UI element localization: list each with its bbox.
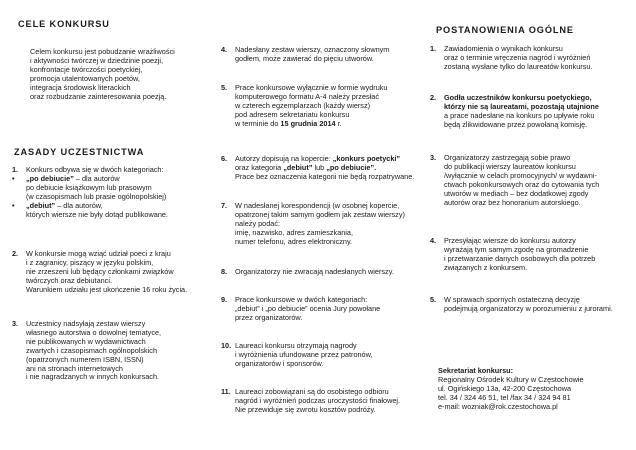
rule-number: 5. (221, 83, 228, 92)
rule-line: w czterech egzemplarzach (każdy wiersz) (235, 100, 371, 110)
rule-number: 3. (430, 153, 437, 162)
rule-text (444, 237, 630, 273)
deadline-date: 15 grudnia 2014 (280, 118, 336, 128)
intro-line: i aktywności twórczej w dziedzinie poezji, (30, 55, 164, 65)
rule-5 (221, 84, 421, 129)
rule-number: 5. (430, 295, 437, 304)
rule-text (235, 202, 421, 247)
rule-line: komputerowego formatu A-4 należy przesłać (235, 91, 379, 101)
secretariat-contact (438, 367, 628, 412)
rule-line: których wiersze nie były dotąd publikowane. (26, 209, 168, 219)
category-label: „po debiucie” (26, 173, 74, 183)
rule-8 (221, 268, 421, 277)
rule-text (235, 84, 421, 129)
rule-text (26, 250, 208, 295)
rule-line: będą zlikwidowane przez powołaną komisję. (444, 119, 588, 129)
rule-line: „debiut” i „po debiucie” ocenia Jury powołane (235, 303, 381, 313)
intro-line: integracja środowisk literackich (30, 82, 131, 92)
rule-4 (221, 46, 421, 64)
deadline-post: r. (335, 118, 342, 128)
rule-number: 1. (12, 165, 19, 174)
rule-number: 3. (12, 319, 19, 328)
rule-9 (221, 296, 421, 323)
rule-text (235, 155, 421, 182)
envelope-label: „konkurs poetycki” (332, 154, 401, 163)
rule-line-bold: Godła uczestników konkursu poetyckiego, (444, 93, 592, 102)
rule-line: W sprawach spornych ostateczną decyzję (444, 295, 580, 304)
rule-line: należy podać: (235, 218, 281, 228)
rule-text (444, 154, 630, 207)
bullet-icon: • (12, 200, 15, 210)
rule-line: W nadesłanej korespondencji (w osobnej kopercie, (235, 201, 400, 210)
heading-cele-konkursu: CELE KONKURSU (18, 19, 110, 29)
intro-paragraph (30, 48, 208, 101)
rule-line: numer telefonu, adres elektroniczny. (235, 236, 353, 246)
category-po-debiucie (12, 173, 208, 184)
text-span: oraz kategoria (235, 162, 284, 172)
general-rule-5 (430, 296, 630, 314)
rule-line: Zawiadomienia o wynikach konkursu (444, 44, 563, 53)
rule-text (235, 268, 421, 277)
deadline-pre: w terminie do (235, 118, 281, 128)
rule-line: Nadesłany zestaw wierszy, oznaczony słownym (235, 45, 390, 54)
rule-number: 9. (221, 295, 228, 304)
text-span: Autorzy dopisują na kopercie: (235, 154, 333, 163)
category-desc: – dla autorów (73, 173, 120, 183)
rule-line: zwartych i czasopismach ogólnopolskich (26, 345, 157, 355)
category-po-debiucie-label: „po debiucie”. (326, 162, 377, 172)
rule-line: Nie przewiduje się zwrotu kosztów podróży. (235, 404, 376, 414)
rule-11 (221, 388, 421, 415)
rule-line: po debiucie książkowym lub prasowym (26, 182, 152, 192)
general-rule-4 (430, 237, 630, 273)
rule-number: 10. (221, 341, 232, 350)
rule-2 (12, 250, 208, 295)
rule-number: 2. (430, 93, 437, 102)
heading-zasady-uczestnictwa: ZASADY UCZESTNICTWA (14, 147, 145, 157)
rule-line: Prace bez oznaczenia kategorii nie będą rozpatrywane. (235, 171, 415, 181)
rule-line: do publikacji wierszy laureatów konkursu (444, 161, 576, 171)
category-debiut-label: „debiut” (283, 162, 313, 172)
rule-line: imię, nazwisko, adres zamieszkania, (235, 227, 354, 237)
rule-line: i nie nagradzanych w innych konkursach. (26, 372, 160, 382)
rule-7 (221, 202, 421, 247)
rule-text (235, 342, 421, 369)
rule-line: nie publikowanych w wydawnictwach (26, 336, 146, 346)
category-desc: – dla autorów, (55, 200, 103, 210)
rule-number: 4. (221, 45, 228, 54)
rule-line: /wyłącznie w celach promocyjnych/ w wydawni- (444, 170, 597, 180)
general-rule-1 (430, 45, 630, 72)
text-span: lub (312, 162, 327, 172)
rule-number: 7. (221, 201, 228, 210)
secretariat-phone: tel. 34 / 324 46 51, tel /fax 34 / 324 94 81 (438, 392, 571, 402)
rule-line: Laureaci konkursu otrzymają nagrody (235, 341, 357, 350)
intro-line: Celem konkursu jest pobudzanie wrażliwości (30, 47, 175, 56)
rule-line: zostaną wysłane tylko do laureatów konkursu. (444, 61, 593, 71)
rule-line: (w czasopismach lub prasie ogólnopolskiej) (26, 191, 167, 201)
rule-1 (12, 166, 208, 219)
rule-line: a prace nadesłane na konkurs po upływie roku (444, 110, 595, 120)
rule-line: opatrzonej takim samym godłem jak zestaw wierszy) (235, 209, 405, 219)
rule-number: 8. (221, 267, 228, 276)
intro-line: oraz rozbudzanie zainteresowania poezją. (30, 91, 167, 101)
secretariat-title: Sekretariat konkursu: (438, 366, 514, 375)
rule-line: twórczych oraz debiutanci. (26, 275, 112, 285)
category-label: „debiut” (26, 200, 56, 210)
rule-line: nagród i wyróżnień podczas uroczystości finałowej. (235, 395, 401, 405)
rule-line: godłem, może zawierać do pięciu utworów. (235, 53, 374, 63)
rule-3 (12, 320, 208, 382)
general-rule-3 (430, 154, 630, 207)
rule-line: własnego autorstwa o dowolnej tematyce, (26, 327, 162, 337)
rule-text (26, 320, 208, 382)
rule-line: Organizatorzy nie zwracają nadesłanych wierszy. (235, 267, 394, 276)
rule-line: W konkursie mogą wziąć udział poeci z kraju (26, 249, 171, 258)
rule-text (12, 165, 208, 219)
secretariat-org: Regionalny Ośrodek Kultury w Częstochowie (438, 374, 584, 384)
rule-line: Organizatorzy zastrzegają sobie prawo (444, 153, 571, 162)
general-rule-2 (430, 94, 630, 130)
bullet-icon: • (12, 173, 15, 183)
rule-text (444, 296, 630, 314)
rule-number: 1. (430, 44, 437, 53)
rule-line: przez organizatorów. (235, 312, 303, 322)
rule-line: ctwach pokonkursowych oraz do cytowania tych (444, 179, 600, 189)
secretariat-email: e-mail: wozniak@rok.czestochowa.pl (438, 401, 558, 411)
rule-10 (221, 342, 421, 369)
rule-line: i z zagranicy, piszący w języku polskim, (26, 257, 154, 267)
rule-line: pod adresem sekretariatu konkursu (235, 109, 350, 119)
rule-line-bold: którzy nie są laureatami, pozostają utajnione (444, 101, 599, 111)
rule-line: ani na stronach internetowych (26, 363, 123, 373)
rule-number: 11. (221, 387, 231, 396)
rule-line: autorów oraz bez honorarium autorskiego. (444, 197, 581, 207)
category-debiut (12, 200, 208, 211)
rule-line: nie zrzeszeni lub będący członkami związków (26, 266, 174, 276)
rule-text (235, 296, 421, 323)
rule-line: Prace konkursowe wyłącznie w formie wydruku (235, 83, 388, 92)
rule-line: organizatorów i sponsorów. (235, 358, 324, 368)
rule-line: i wyróżnienia ufundowane przez patronów, (235, 349, 373, 359)
rule-line: Uczestnicy nadsyłają zestaw wierszy (26, 319, 146, 328)
rule-6 (221, 155, 421, 182)
rule-line: Konkurs odbywa się w dwóch kategoriach: (26, 165, 164, 174)
rule-line: Laureaci zobowiązani są do osobistego odbioru (235, 387, 389, 396)
rule-line: i przetwarzanie danych osobowych dla potrzeb (444, 253, 596, 263)
rule-text (235, 388, 421, 415)
rule-line: Warunkiem udziału jest ukończenie 16 roku życia. (26, 284, 188, 294)
rule-line: Przesyłając wiersze do konkursu autorzy (444, 236, 576, 245)
rule-line: oraz o terminie wręczenia nagród i wyróżnień (444, 52, 591, 62)
intro-line: promocja utalentowanych poetów, (30, 73, 140, 83)
rule-number: 6. (221, 154, 228, 163)
rule-line: utworów w mediach – bez dodatkowej zgody (444, 188, 589, 198)
rule-number: 2. (12, 249, 19, 258)
rule-text (444, 94, 630, 130)
secretariat-address: ul. Ogińskiego 13a, 42-200 Częstochowa (438, 383, 572, 393)
rule-line: związanych z konkursem. (444, 262, 528, 272)
rule-text (444, 45, 630, 72)
heading-postanowienia-ogolne: POSTANOWIENIA OGÓLNE (436, 25, 574, 35)
rule-line: wyrażają tym samym zgodę na gromadzenie (444, 244, 589, 254)
rule-text (235, 46, 421, 64)
deadline-line (235, 120, 421, 129)
rule-line: (opatrzonych numerem ISBN, ISSN) (26, 354, 144, 364)
intro-line: konfrontacje twórczości poetyckiej, (30, 64, 143, 74)
rule-number: 4. (430, 236, 437, 245)
rule-line: Prace konkursowe w dwóch kategoriach: (235, 295, 368, 304)
rule-line: podejmują organizatorzy w porozumieniu z jurorami. (444, 303, 613, 313)
